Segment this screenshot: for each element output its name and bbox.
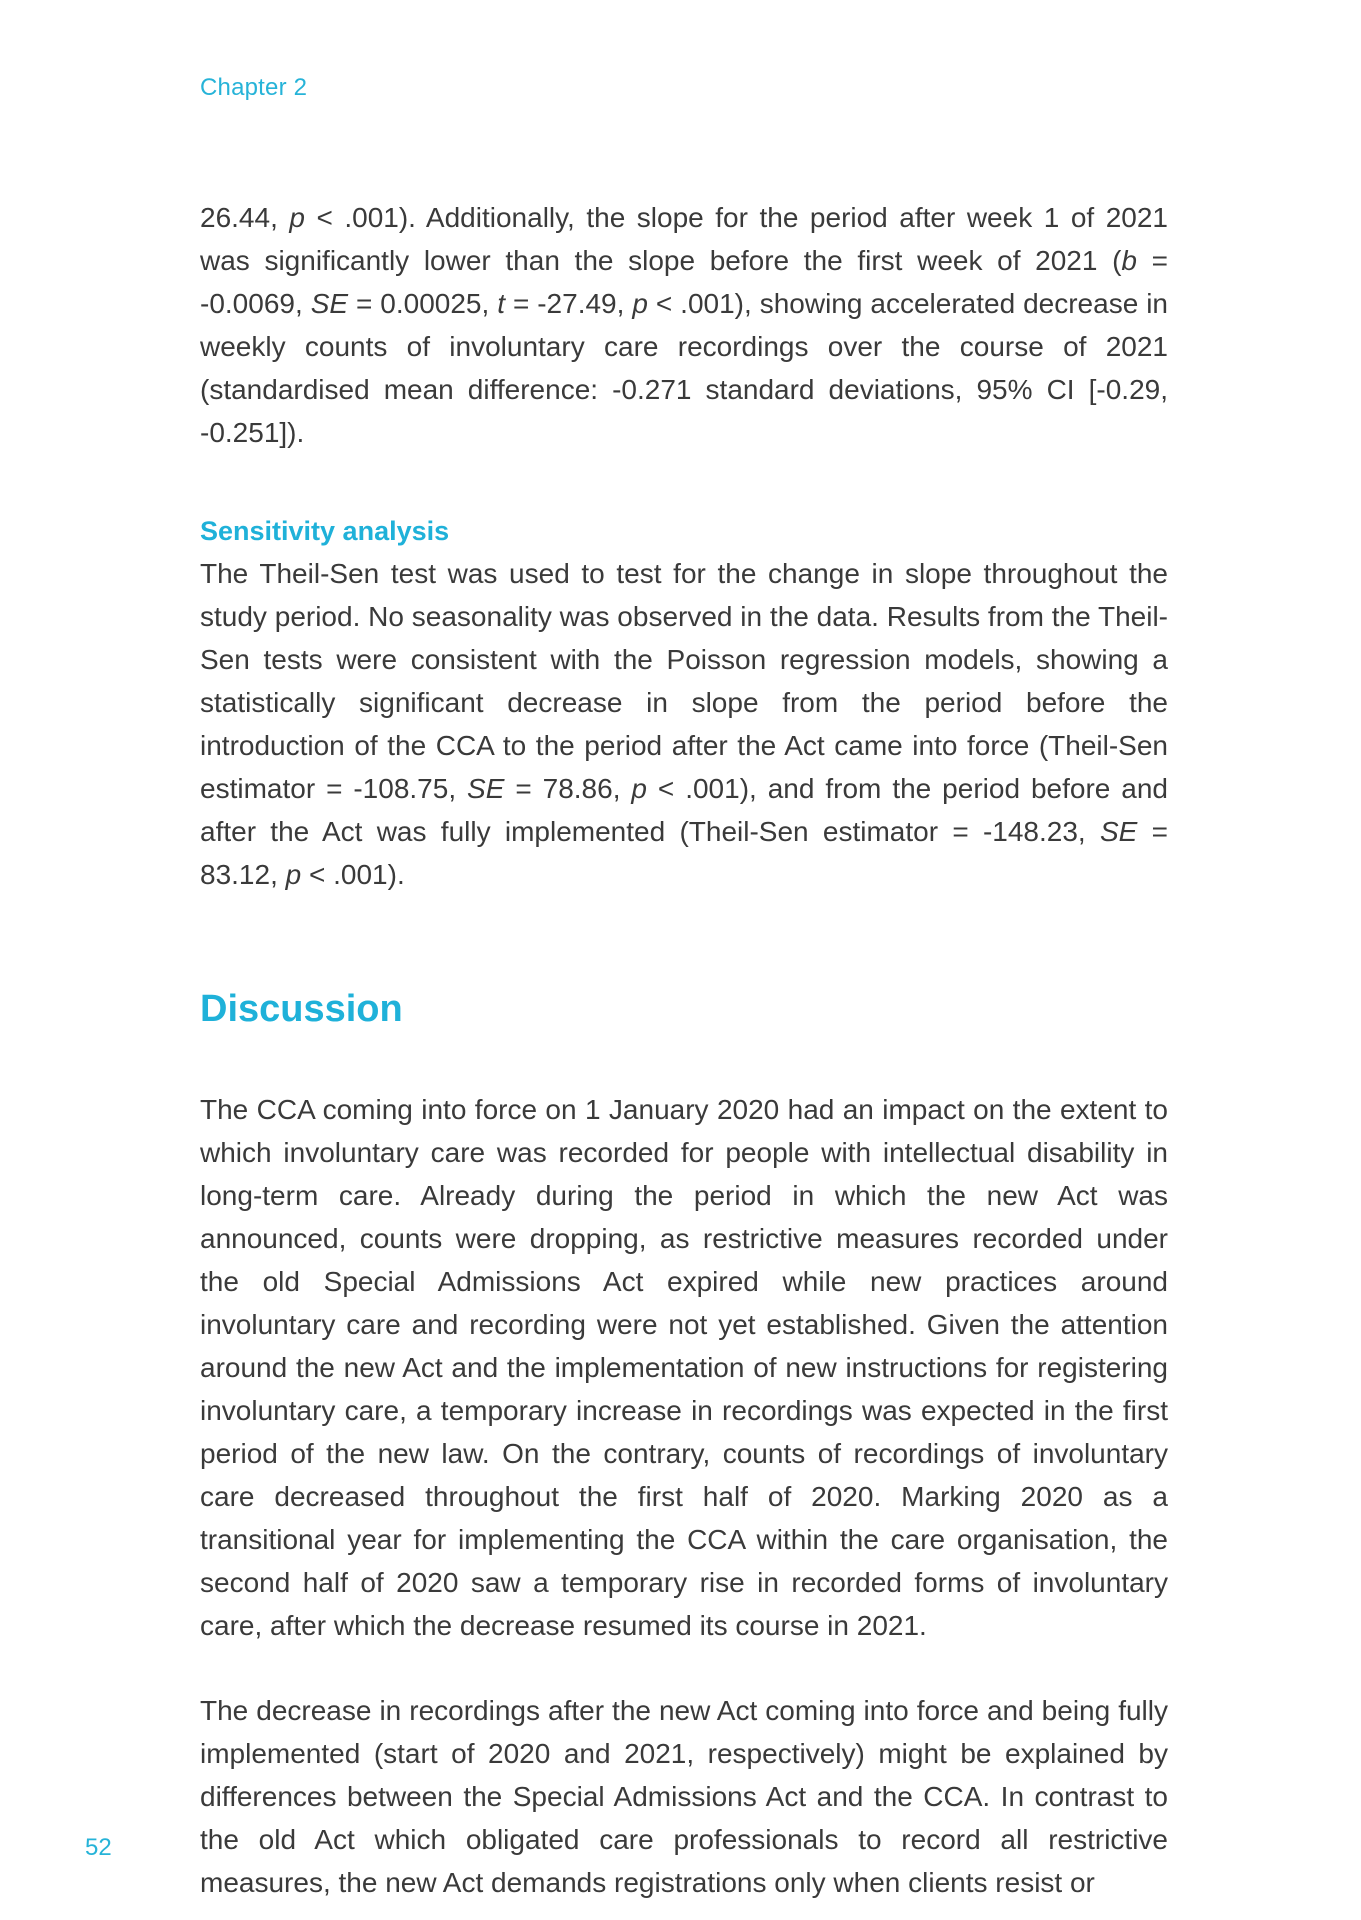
text-run: 26.44, (200, 202, 290, 233)
stat-symbol: p (631, 773, 647, 804)
discussion-paragraph-2: The decrease in recordings after the new Act coming into force and being fully implemented (start of 2020 and 2021, respectively) might be explained by differences between the Special Admissions Act and the CCA. In contrast to the old Act which obligated care professionals to record all restrictive measures, the new Act demands registrations only when clients resist or (200, 1695, 1168, 1898)
stat-symbol: p (285, 859, 302, 890)
stat-symbol: t (497, 288, 505, 319)
text-run: = 0.00025, (348, 288, 498, 319)
text-run: = 78.86, (504, 773, 632, 804)
text-run: = 83.12, (200, 816, 1168, 890)
text-run: = -27.49, (505, 288, 633, 319)
text-run: < .001), and from the period before and after the Act was fully implemented (Theil-Sen estimator = -148.23, (200, 773, 1168, 847)
sensitivity-heading: Sensitivity analysis (200, 516, 450, 546)
stat-symbol: b (1121, 245, 1137, 276)
text-run: = -0.0069, (200, 245, 1168, 319)
discussion-heading: Discussion (200, 988, 403, 1030)
stat-symbol: SE (1099, 816, 1138, 847)
stat-symbol: SE (310, 288, 349, 319)
sensitivity-paragraph (200, 552, 1168, 896)
text-run: < .001). (301, 859, 405, 890)
stat-symbol: p (632, 288, 648, 319)
stat-symbol: p (289, 202, 305, 233)
results-paragraph (200, 196, 1168, 454)
text-run: < .001), showing accelerated decrease in weekly counts of involuntary care recordings over the course of 2021 (standardised mean difference: -0.271 standard deviations, 95% CI [-0.29, -0.251]). (200, 288, 1168, 448)
discussion-paragraph-1: The CCA coming into force on 1 January 2020 had an impact on the extent to which involuntary care was recorded for people with intellectual disability in long-term care. Already during the period in which the new Act was announced, counts were dropping, as restrictive measures recorded under the old Special Admissions Act expired while new practices around involuntary care and recording were not yet established. Given the attention around the new Act and the implementation of new instructions for registering involuntary care, a temporary increase in recordings was expected in the first period of the new law. On the contrary, counts of recordings of involuntary care decreased throughout the first half of 2020. Marking 2020 as a transitional year for implementing the CCA within the care organisation, the second half of 2020 saw a temporary rise in recorded forms of involuntary care, after which the decrease resumed its course in 2021. (200, 1094, 1168, 1641)
page-body (200, 196, 1168, 1904)
running-header: Chapter 2 (200, 74, 308, 101)
page-number: 52 (85, 1834, 112, 1861)
text-run: The Theil-Sen test was used to test for the change in slope throughout the study period. No seasonality was observed in the data. Results from the Theil-Sen tests were consistent with the Poisson regression models, showing a statistically significant decrease in slope from the period before the introduction of the CCA to the period after the Act came into force (Theil-Sen estimator = -108.75, (200, 558, 1168, 804)
text-run: < .001). Additionally, the slope for the period after week 1 of 2021 was significantly lower than the slope before the first week of 2021 ( (200, 202, 1168, 276)
stat-symbol: SE (467, 773, 505, 804)
